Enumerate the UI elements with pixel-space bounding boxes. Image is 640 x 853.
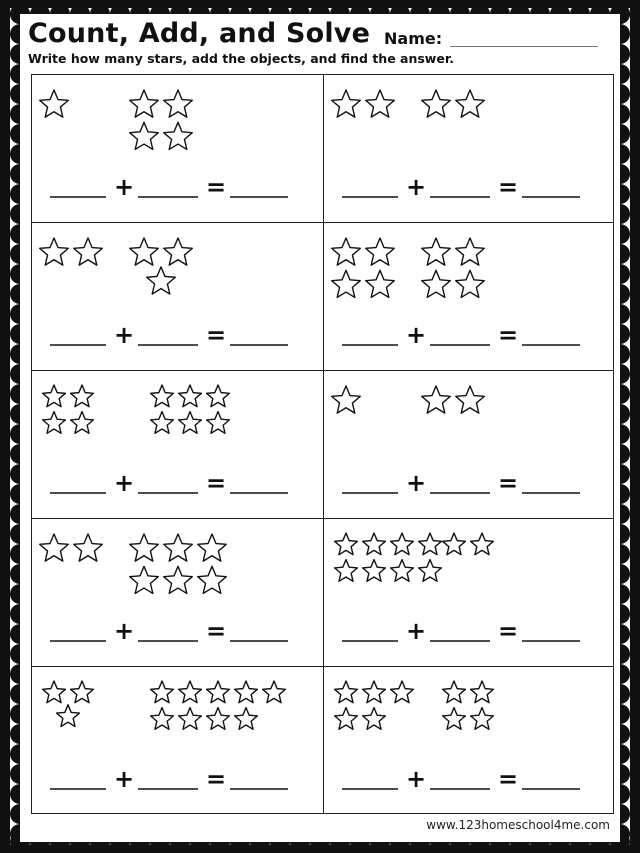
star-outline-icon: [331, 238, 360, 265]
star-outline-icon: [235, 681, 258, 703]
problem-cell: [323, 666, 615, 814]
star-outline-icon: [418, 533, 441, 555]
star-outline-icon: [179, 412, 202, 434]
star-outline-icon: [455, 270, 484, 297]
star-outline-icon: [207, 681, 230, 703]
star-outline-icon: [40, 90, 69, 117]
star-outline-icon: [43, 681, 66, 703]
star-outline-icon: [151, 385, 174, 407]
star-outline-icon: [57, 705, 80, 727]
equals-sign: =: [497, 617, 518, 645]
equals-sign: =: [497, 173, 518, 201]
plus-sign: +: [405, 617, 426, 645]
star-outline-icon: [151, 681, 174, 703]
plus-sign: +: [405, 765, 426, 793]
star-outline-icon: [130, 122, 159, 149]
plus-sign: +: [113, 173, 135, 201]
star-outline-icon: [421, 90, 450, 117]
equals-sign: =: [205, 765, 227, 793]
problem-drawing: [324, 519, 616, 667]
star-outline-icon: [164, 566, 193, 593]
star-outline-icon: [43, 412, 66, 434]
problem-drawing: [32, 519, 324, 667]
star-outline-icon: [331, 90, 360, 117]
plus-sign: +: [113, 765, 135, 793]
star-outline-icon: [40, 238, 69, 265]
star-outline-icon: [164, 122, 193, 149]
star-outline-icon: [43, 385, 66, 407]
star-outline-icon: [179, 708, 202, 730]
star-outline-icon: [147, 267, 176, 294]
problem-cell: [31, 74, 324, 223]
star-outline-icon: [455, 386, 484, 413]
star-outline-icon: [470, 708, 493, 730]
star-outline-icon: [198, 566, 227, 593]
problem-drawing: [324, 75, 616, 223]
star-outline-icon: [164, 90, 193, 117]
plus-sign: +: [113, 469, 135, 497]
instructions: Write how many stars, add the objects, and find the answer.: [28, 51, 454, 66]
star-outline-icon: [130, 90, 159, 117]
star-outline-icon: [179, 681, 202, 703]
star-outline-icon: [130, 566, 159, 593]
star-outline-icon: [164, 534, 193, 561]
plus-sign: +: [113, 617, 135, 645]
star-outline-icon: [390, 533, 413, 555]
star-outline-icon: [365, 270, 394, 297]
problem-cell: [323, 74, 615, 223]
star-outline-icon: [130, 238, 159, 265]
star-outline-icon: [40, 534, 69, 561]
problem-drawing: [32, 75, 324, 223]
star-outline-icon: [74, 534, 103, 561]
problem-drawing: [32, 223, 324, 371]
star-outline-icon: [334, 533, 357, 555]
problem-cell: [31, 518, 324, 667]
star-outline-icon: [442, 681, 465, 703]
star-outline-icon: [164, 238, 193, 265]
problem-drawing: [324, 223, 616, 371]
star-outline-icon: [442, 708, 465, 730]
star-outline-icon: [455, 90, 484, 117]
star-outline-icon: [334, 708, 357, 730]
equals-sign: =: [205, 173, 227, 201]
star-outline-icon: [362, 681, 385, 703]
star-outline-icon: [151, 412, 174, 434]
star-outline-icon: [235, 708, 258, 730]
star-outline-icon: [455, 238, 484, 265]
plus-sign: +: [405, 469, 426, 497]
star-outline-icon: [362, 708, 385, 730]
problem-drawing: [324, 667, 616, 815]
problem-cell: [323, 370, 615, 519]
star-outline-icon: [421, 238, 450, 265]
star-outline-icon: [331, 386, 360, 413]
star-outline-icon: [362, 533, 385, 555]
star-outline-icon: [418, 560, 441, 582]
problem-drawing: [324, 371, 616, 519]
star-outline-icon: [421, 386, 450, 413]
plus-sign: +: [113, 321, 135, 349]
name-label: Name:: [384, 29, 443, 48]
star-outline-icon: [71, 681, 94, 703]
problem-cell: [323, 222, 615, 371]
star-outline-icon: [365, 90, 394, 117]
problem-drawing: [32, 667, 324, 815]
problem-cell: [323, 518, 615, 667]
equals-sign: =: [497, 321, 518, 349]
star-outline-icon: [207, 385, 230, 407]
equals-sign: =: [205, 321, 227, 349]
equals-sign: =: [205, 469, 227, 497]
star-outline-icon: [334, 681, 357, 703]
star-outline-icon: [151, 708, 174, 730]
star-outline-icon: [263, 681, 286, 703]
star-outline-icon: [362, 560, 385, 582]
star-outline-icon: [71, 412, 94, 434]
star-outline-icon: [130, 534, 159, 561]
equals-sign: =: [497, 765, 518, 793]
problem-cell: [31, 222, 324, 371]
star-outline-icon: [334, 560, 357, 582]
star-outline-icon: [470, 533, 493, 555]
star-outline-icon: [207, 412, 230, 434]
star-outline-icon: [198, 534, 227, 561]
star-outline-icon: [470, 681, 493, 703]
star-outline-icon: [390, 681, 413, 703]
page-title: Count, Add, and Solve: [28, 18, 371, 49]
star-outline-icon: [390, 560, 413, 582]
footer-url: www.123homeschool4me.com: [426, 818, 610, 832]
plus-sign: +: [405, 321, 426, 349]
star-outline-icon: [421, 270, 450, 297]
equals-sign: =: [497, 469, 518, 497]
problem-drawing: [32, 371, 324, 519]
star-outline-icon: [71, 385, 94, 407]
problem-cell: [31, 370, 324, 519]
star-outline-icon: [179, 385, 202, 407]
plus-sign: +: [405, 173, 426, 201]
equals-sign: =: [205, 617, 227, 645]
star-outline-icon: [442, 533, 465, 555]
problem-grid: [31, 74, 614, 814]
problem-cell: [31, 666, 324, 814]
star-outline-icon: [74, 238, 103, 265]
star-outline-icon: [207, 708, 230, 730]
star-outline-icon: [365, 238, 394, 265]
name-line[interactable]: [450, 46, 598, 47]
star-outline-icon: [331, 270, 360, 297]
